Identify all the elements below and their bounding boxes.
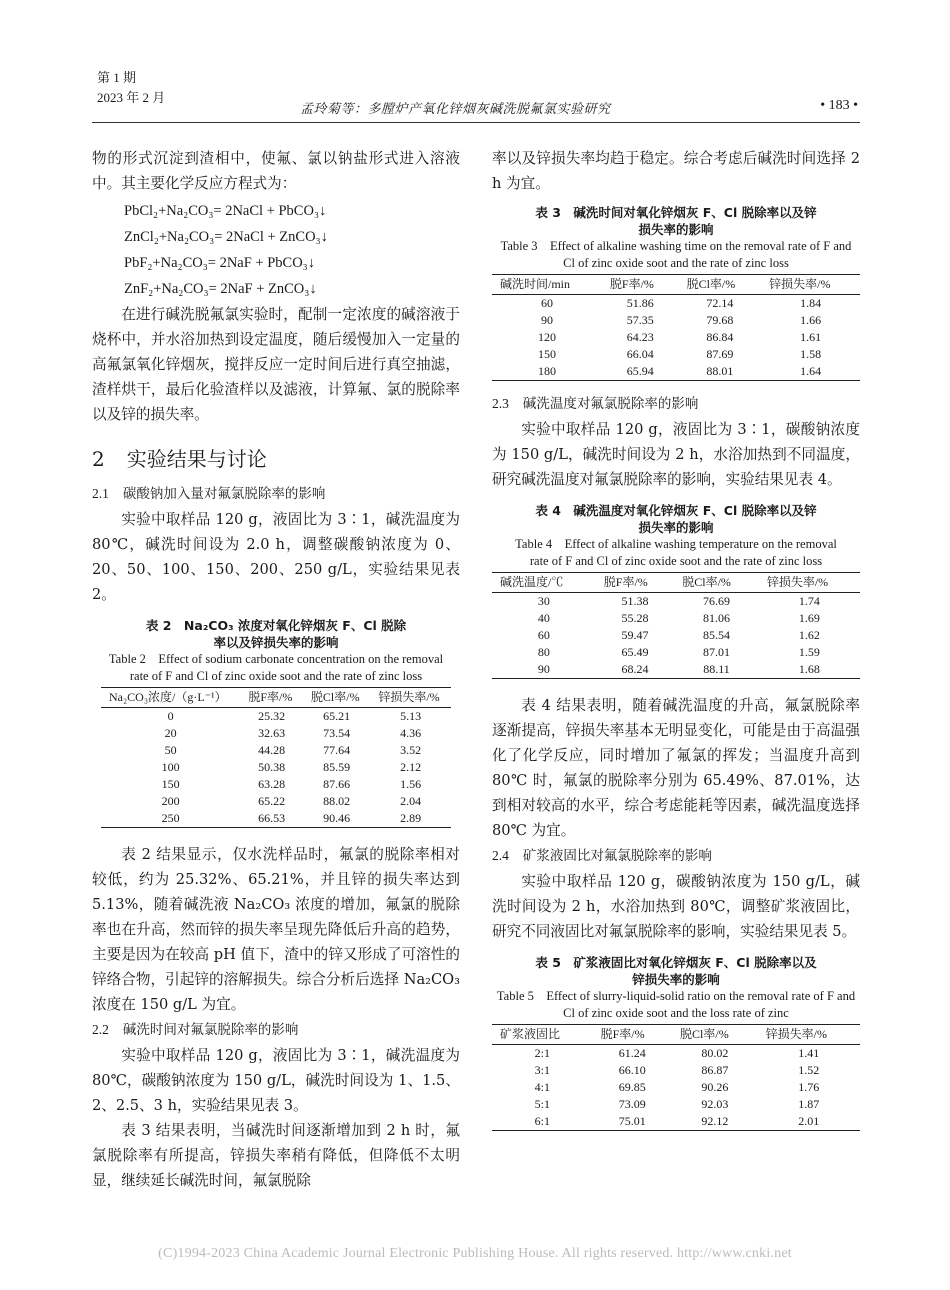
subsection-heading xyxy=(92,481,460,507)
section-number: 2 xyxy=(92,447,105,471)
table-cell: 51.38 xyxy=(621,594,649,608)
table-cell: 200 xyxy=(161,794,180,808)
table-cell: 75.01 xyxy=(618,1114,646,1128)
table-cell: 25.32 xyxy=(258,709,286,723)
table-cell: 66.53 xyxy=(258,811,286,825)
column-header: 脱Cl率/% xyxy=(679,275,762,295)
page-number: • 183 • xyxy=(820,98,858,113)
equation: PbCl₂+Na₂CO₃= 2NaCl + PbCO₃↓ xyxy=(124,203,327,219)
subsection-title: 碱洗时间对氟氯脱除率的影响 xyxy=(122,1022,299,1038)
subsection-number: 2.4 xyxy=(492,848,509,863)
table-cell: 60 xyxy=(537,628,550,642)
table-cell: 55.28 xyxy=(621,611,649,625)
table-cell: 50 xyxy=(164,743,177,757)
table-caption-cn: 表 5 矿浆液固比对氧化锌烟灰 F、Cl 脱除率以及锌损失率的影响 xyxy=(535,955,817,987)
subsection-heading xyxy=(492,843,860,869)
table-header-row xyxy=(492,1025,860,1045)
table-cell: 2.01 xyxy=(798,1114,820,1128)
table-row xyxy=(101,759,451,776)
table-cell: 73.54 xyxy=(323,726,351,740)
table-cell: 65.49 xyxy=(621,645,649,659)
table-cell: 50.38 xyxy=(258,760,286,774)
table-cell: 88.02 xyxy=(323,794,351,808)
table-cell: 2.04 xyxy=(400,794,422,808)
table-cell: 2.12 xyxy=(400,760,422,774)
table-cell: 32.63 xyxy=(258,726,286,740)
table-row xyxy=(492,363,860,381)
table-cell: 51.86 xyxy=(626,296,654,310)
table-cell: 88.11 xyxy=(703,662,730,676)
data-table xyxy=(492,1024,860,1131)
equation: PbF₂+Na₂CO₃= 2NaF + PbCO₃↓ xyxy=(124,255,315,271)
issue-number: 第 1 期 xyxy=(97,70,137,85)
table-header-row xyxy=(492,275,860,295)
table-caption-en: Table 2 Effect of sodium carbonate concentration on the removal rate of F and Cl of zinc oxide soot and the rate of zinc loss xyxy=(108,652,444,683)
table-row xyxy=(101,742,451,759)
section-title: 实验结果与讨论 xyxy=(126,447,267,471)
table-header-row xyxy=(492,573,860,593)
column-header: 矿浆液固比 xyxy=(492,1025,593,1045)
table-cell: 90 xyxy=(537,662,550,676)
table-caption-en: Table 3 Effect of alkaline washing time on the removal rate of F and Cl of zinc oxide soot and the rate of zinc loss xyxy=(500,239,852,270)
column-header: 脱F率/% xyxy=(596,573,674,593)
subsection-title: 碳酸钠加入量对氟氯脱除率的影响 xyxy=(122,486,326,502)
table-cell: 1.74 xyxy=(798,594,820,608)
table-row xyxy=(492,1079,860,1096)
header-rule xyxy=(92,122,860,123)
table-4 xyxy=(492,502,860,679)
table-cell: 1.52 xyxy=(798,1063,820,1077)
table-cell: 180 xyxy=(537,364,556,378)
table-cell: 86.84 xyxy=(706,330,734,344)
table-cell: 66.10 xyxy=(618,1063,646,1077)
table-caption-cn: 表 2 Na₂CO₃ 浓度对氧化锌烟灰 F、Cl 脱除率以及锌损失率的影响 xyxy=(145,618,407,650)
table-row xyxy=(492,1113,860,1131)
table-row xyxy=(101,810,451,828)
table-row xyxy=(492,627,860,644)
table-cell: 85.54 xyxy=(703,628,731,642)
table-cell: 87.66 xyxy=(323,777,351,791)
subsection-number: 2.3 xyxy=(492,396,509,411)
table-cell: 1.61 xyxy=(800,330,822,344)
table-cell: 1.62 xyxy=(798,628,820,642)
paragraph: 实验中取样品 120 g，液固比为 3∶1，碱洗温度为 80℃，碱洗时间设为 2.0 h，调整碳酸钠浓度为 0、20、50、100、150、200、250 g/L，实验结果见表 2。 xyxy=(92,511,460,603)
paragraph: 率以及锌损失率均趋于稳定。综合考虑后碱洗时间选择 2 h 为宜。 xyxy=(492,150,860,192)
table-cell: 1.76 xyxy=(798,1080,820,1094)
table-cell: 4.36 xyxy=(400,726,422,740)
table-cell: 80.02 xyxy=(701,1046,729,1060)
table-cell: 1.58 xyxy=(800,347,822,361)
table-row xyxy=(492,1062,860,1079)
table-caption-cn: 表 3 碱洗时间对氧化锌烟灰 F、Cl 脱除率以及锌损失率的影响 xyxy=(535,205,817,237)
column-header: 碱洗温度/℃ xyxy=(492,573,596,593)
table-2 xyxy=(92,617,460,828)
table-3 xyxy=(492,204,860,381)
equation: ZnF₂+Na₂CO₃= 2NaF + ZnCO₃↓ xyxy=(124,281,317,297)
column-header: 锌损失率/% xyxy=(759,573,860,593)
paragraph: 物的形式沉淀到渣相中，使氟、氯以钠盐形式进入溶液中。其主要化学反应方程式为： xyxy=(92,150,460,192)
table-cell: 100 xyxy=(161,760,180,774)
table-row xyxy=(492,661,860,679)
table-row xyxy=(492,295,860,313)
table-caption-en: Table 4 Effect of alkaline washing temperature on the removal rate of F and Cl of zinc oxide soot and the rate of zinc loss xyxy=(515,537,837,568)
table-cell: 3:1 xyxy=(534,1063,550,1077)
table-cell: 3.52 xyxy=(400,743,422,757)
column-header: 锌损失率/% xyxy=(761,275,860,295)
table-row xyxy=(492,610,860,627)
table-cell: 88.01 xyxy=(706,364,734,378)
table-cell: 20 xyxy=(164,726,177,740)
column-header: 锌损失率/% xyxy=(758,1025,860,1045)
equation: ZnCl₂+Na₂CO₃= 2NaCl + ZnCO₃↓ xyxy=(124,229,328,245)
column-header: 锌损失率/% xyxy=(370,688,451,708)
column-header: 碱洗时间/min xyxy=(492,275,602,295)
table-cell: 87.69 xyxy=(706,347,734,361)
table-row xyxy=(492,312,860,329)
table-row xyxy=(492,346,860,363)
table-cell: 92.12 xyxy=(701,1114,729,1128)
table-cell: 72.14 xyxy=(706,296,734,310)
subsection-heading xyxy=(92,1017,460,1043)
column-header: 脱F率/% xyxy=(602,275,679,295)
copyright-watermark: (C)1994-2023 China Academic Journal Electronic Publishing House. All rights reserved. http://www.cnki.net xyxy=(158,1246,792,1261)
paragraph: 表 2 结果显示，仅水洗样品时，氟氯的脱除率相对较低，约为 25.32%、65.21%，并且锌的损失率达到 5.13%，随着碱洗液 Na₂CO₃ 浓度的增加，氟氯的脱除率也在升高，然而锌的损失率呈现先降低后升高的趋势，主要是因为在较高 pH 值下，渣中的锌又形成了可溶性的锌络合物，引起锌的溶解损失。综合分析后选择 Na₂CO₃ 浓度在 150 g/L 为宜。 xyxy=(92,846,460,1013)
data-table xyxy=(492,572,860,679)
table-cell: 6:1 xyxy=(534,1114,550,1128)
column-header: 脱F率/% xyxy=(240,688,303,708)
table-cell: 30 xyxy=(537,594,550,608)
column-header: 脱Cl率/% xyxy=(674,573,759,593)
paragraph: 实验中取样品 120 g，液固比为 3∶1，碳酸钠浓度为 150 g/L，碱洗时间设为 2 h，水浴加热到不同温度，研究碱洗温度对氟氯脱除率的影响，实验结果见表 4。 xyxy=(492,421,860,488)
table-cell: 2.89 xyxy=(400,811,422,825)
table-cell: 1.56 xyxy=(400,777,422,791)
table-5 xyxy=(492,954,860,1131)
data-table xyxy=(101,687,451,828)
table-cell: 40 xyxy=(537,611,550,625)
table-cell: 85.59 xyxy=(323,760,351,774)
running-title: 孟玲菊等：多膛炉产氧化锌烟灰碱洗脱氟氯实验研究 xyxy=(300,102,611,117)
table-cell: 5:1 xyxy=(534,1097,550,1111)
issue-date: 2023 年 2 月 xyxy=(97,90,166,105)
table-cell: 150 xyxy=(161,777,180,791)
table-cell: 1.66 xyxy=(800,313,822,327)
table-cell: 76.69 xyxy=(703,594,731,608)
table-cell: 92.03 xyxy=(701,1097,729,1111)
table-cell: 1.68 xyxy=(798,662,820,676)
table-cell: 81.06 xyxy=(703,611,731,625)
column-header: 脱Cl率/% xyxy=(672,1025,758,1045)
table-cell: 65.94 xyxy=(626,364,654,378)
table-cell: 73.09 xyxy=(618,1097,646,1111)
table-row xyxy=(492,593,860,611)
table-cell: 1.69 xyxy=(798,611,820,625)
section-heading xyxy=(92,445,460,473)
right-column xyxy=(492,146,860,1131)
subsection-number: 2.1 xyxy=(92,486,109,501)
subsection-heading xyxy=(492,391,860,417)
paragraph: 表 4 结果表明，随着碱洗温度的升高，氟氯脱除率逐渐提高，锌损失率基本无明显变化，可能是由于高温强化了化学反应，同时增加了氟氯的挥发；当温度升高到 80℃ 时，氟氯的脱除率分别为 65.49%、87.01%，达到相对较高的水平，综合考虑能耗等因素，碱洗温度选择 80℃ 为宜。 xyxy=(492,697,860,839)
table-cell: 86.87 xyxy=(701,1063,729,1077)
table-cell: 1.64 xyxy=(800,364,822,378)
table-cell: 0 xyxy=(167,709,174,723)
subsection-title: 矿浆液固比对氟氯脱除率的影响 xyxy=(522,848,712,864)
table-caption-cn: 表 4 碱洗温度对氧化锌烟灰 F、Cl 脱除率以及锌损失率的影响 xyxy=(535,503,817,535)
table-cell: 250 xyxy=(161,811,180,825)
table-cell: 79.68 xyxy=(706,313,734,327)
table-cell: 1.59 xyxy=(798,645,820,659)
table-cell: 87.01 xyxy=(703,645,731,659)
table-row xyxy=(101,793,451,810)
table-cell: 57.35 xyxy=(626,313,654,327)
table-cell: 66.04 xyxy=(626,347,654,361)
table-row xyxy=(492,1045,860,1063)
table-cell: 90.46 xyxy=(323,811,351,825)
table-row xyxy=(101,708,451,726)
table-cell: 90.26 xyxy=(701,1080,729,1094)
table-cell: 5.13 xyxy=(400,709,422,723)
table-cell: 77.64 xyxy=(323,743,351,757)
table-cell: 63.28 xyxy=(258,777,286,791)
table-cell: 4:1 xyxy=(534,1080,550,1094)
column-header: 脱Cl率/% xyxy=(303,688,370,708)
table-header-row xyxy=(101,688,451,708)
table-cell: 59.47 xyxy=(621,628,649,642)
table-cell: 1.84 xyxy=(800,296,822,310)
table-cell: 1.87 xyxy=(798,1097,820,1111)
table-row xyxy=(492,644,860,661)
table-cell: 120 xyxy=(537,330,556,344)
journal-issue-block xyxy=(97,68,165,108)
table-cell: 90 xyxy=(540,313,553,327)
table-cell: 2:1 xyxy=(534,1046,550,1060)
paragraph: 实验中取样品 120 g，碳酸钠浓度为 150 g/L，碱洗时间设为 2 h，水浴加热到 80℃，调整矿浆液固比，研究不同液固比对氟氯脱除率的影响，实验结果见表 5。 xyxy=(492,873,860,940)
table-cell: 80 xyxy=(537,645,550,659)
table-cell: 65.21 xyxy=(323,709,351,723)
left-column xyxy=(92,146,460,1193)
table-cell: 68.24 xyxy=(621,662,649,676)
table-cell: 65.22 xyxy=(258,794,286,808)
table-row xyxy=(492,1096,860,1113)
table-caption-en: Table 5 Effect of slurry-liquid-solid ratio on the removal rate of F and Cl of zinc oxide soot and the loss rate of zinc xyxy=(496,989,856,1020)
equation-list xyxy=(92,198,460,302)
table-row xyxy=(101,776,451,793)
table-cell: 150 xyxy=(537,347,556,361)
table-cell: 44.28 xyxy=(258,743,286,757)
paragraph: 实验中取样品 120 g，液固比为 3∶1，碱洗温度为 80℃，碳酸钠浓度为 150 g/L，碱洗时间设为 1、1.5、2、2.5、3 h，实验结果见表 3。 xyxy=(92,1047,460,1114)
table-row xyxy=(101,725,451,742)
table-row xyxy=(492,329,860,346)
table-cell: 69.85 xyxy=(618,1080,646,1094)
column-header: Na₂CO₃浓度/（g·L⁻¹） xyxy=(101,688,240,708)
table-cell: 1.41 xyxy=(798,1046,820,1060)
subsection-number: 2.2 xyxy=(92,1022,109,1037)
table-cell: 61.24 xyxy=(618,1046,646,1060)
paragraph: 在进行碱洗脱氟氯实验时，配制一定浓度的碱溶液于烧杯中，并水浴加热到设定温度，随后缓慢加入一定量的高氟氯氧化锌烟灰，搅拌反应一定时间后进行真空抽滤，渣样烘干，最后化验渣样以及滤液，计算氟、氯的脱除率以及锌的损失率。 xyxy=(92,306,460,423)
data-table xyxy=(492,274,860,381)
table-cell: 64.23 xyxy=(626,330,654,344)
subsection-title: 碱洗温度对氟氯脱除率的影响 xyxy=(522,396,699,412)
paragraph: 表 3 结果表明，当碱洗时间逐渐增加到 2 h 时，氟氯脱除率有所提高，锌损失率稍有降低，但降低不太明显，继续延长碱洗时间，氟氯脱除 xyxy=(92,1122,460,1189)
table-cell: 60 xyxy=(540,296,553,310)
column-header: 脱F率/% xyxy=(593,1025,672,1045)
